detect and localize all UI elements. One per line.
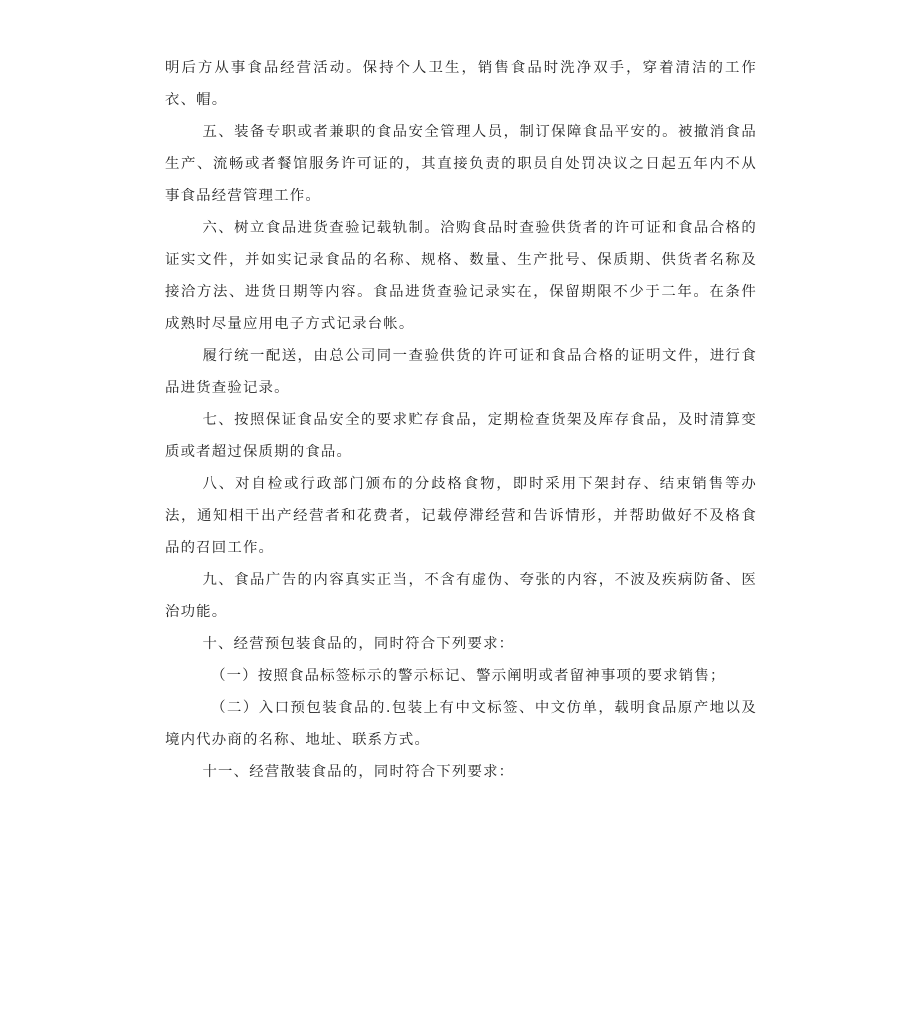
- paragraph-item-9: 九、食品广告的内容真实正当，不含有虚伪、夸张的内容，不波及疾病防备、医治功能。: [165, 572, 757, 620]
- paragraph-subitem-1: （一）按照食品标签标示的警示标记、警示阐明或者留神事项的要求销售；: [211, 668, 726, 684]
- paragraph-item-11: 十一、经营散装食品的，同时符合下列要求：: [202, 764, 515, 780]
- paragraph-item-8: 八、对自检或行政部门颁布的分歧格食物，即时采用下架封存、结束销售等办法，通知相干出产经营者和花费者，记载停滞经营和告诉情形，并帮助做好不及格食品的召回工作。: [165, 476, 757, 556]
- paragraph-item-6: 六、树立食品进货查验记载轨制。洽购食品时查验供货者的许可证和食品合格的证实文件，并如实记录食品的名称、规格、数量、生产批号、保质期、供货者名称及接洽方法、进货日期等内容。食品进货查验记录实在，保留期限不少于二年。在条件成熟时尽量应用电子方式记录台帐。: [165, 220, 757, 332]
- paragraph-subitem-2: （二）入口预包装食品的.包装上有中文标签、中文仿单，载明食品原产地以及境内代办商的名称、地址、联系方式。: [165, 700, 757, 748]
- paragraph-item-7: 七、按照保证食品安全的要求贮存食品，定期检查货架及库存食品，及时清算变质或者超过保质期的食品。: [165, 412, 757, 460]
- document-body: [165, 52, 757, 788]
- paragraph-continuation: 明后方从事食品经营活动。保持个人卫生，销售食品时洗净双手，穿着清洁的工作衣、帽。: [165, 60, 757, 108]
- paragraph-item-10: 十、经营预包装食品的，同时符合下列要求：: [202, 636, 515, 652]
- paragraph-item-5: 五、装备专职或者兼职的食品安全管理人员，制订保障食品平安的。被撤消食品生产、流畅或者餐馆服务许可证的，其直接负责的职员自处罚决议之日起五年内不从事食品经营管理工作。: [165, 124, 757, 204]
- paragraph-unified-distribution: 履行统一配送，由总公司同一查验供货的许可证和食品合格的证明文件，进行食品进货查验记录。: [165, 348, 757, 396]
